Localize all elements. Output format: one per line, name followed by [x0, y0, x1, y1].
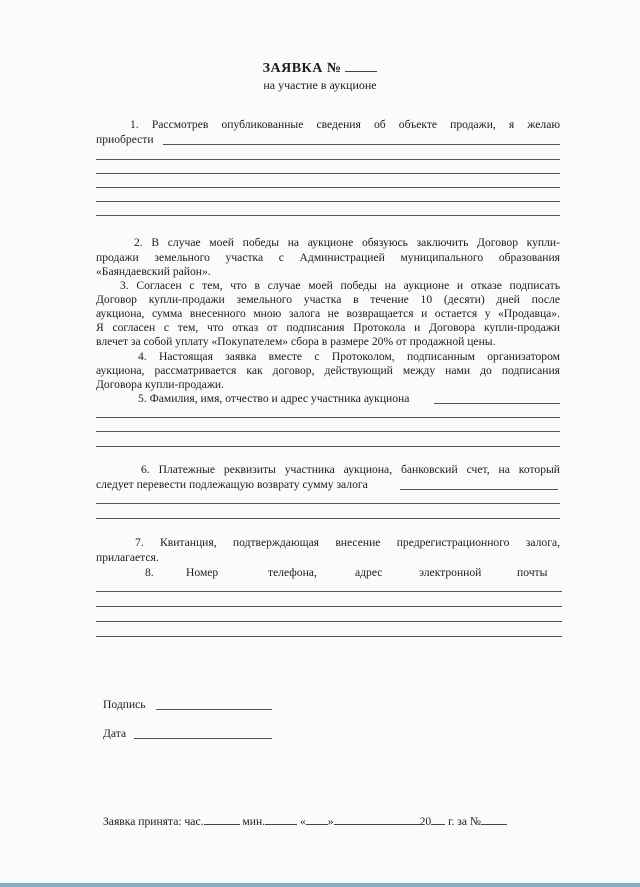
- date-field[interactable]: [134, 738, 272, 739]
- section-8-word: 8.: [145, 566, 154, 579]
- section-8-fill-line[interactable]: [96, 606, 562, 607]
- accepted-minute-field[interactable]: [265, 813, 297, 825]
- section-8-word: почты: [517, 566, 548, 579]
- section-8-fill-line[interactable]: [96, 591, 562, 592]
- section-1-fill-line[interactable]: [96, 215, 560, 216]
- section-1-fill-line[interactable]: [163, 144, 560, 145]
- accepted-year-field[interactable]: [431, 813, 445, 825]
- date-label: Дата: [103, 727, 127, 740]
- section-7-line-2: прилагается.: [96, 551, 159, 564]
- accepted-month-field[interactable]: [334, 813, 420, 825]
- section-4-line-2: аукциона, рассматривается как договор, действующий между нами до подписания: [96, 364, 560, 377]
- section-3-line-5: влечет за собой уплату «Покупателем» сбора в размере 20% от продажной цены.: [96, 335, 496, 348]
- quote-open: «: [299, 815, 306, 828]
- section-1-fill-line[interactable]: [96, 173, 560, 174]
- section-5-line-1: 5. Фамилия, имя, отчество и адрес участника аукциона: [138, 392, 410, 405]
- section-6-fill-line[interactable]: [400, 489, 558, 490]
- section-2-line-2: продажи земельного участка с Администрацией муниципального образования: [96, 251, 560, 264]
- section-5-fill-line[interactable]: [96, 417, 560, 418]
- registration-number-label: г. за №: [448, 815, 481, 828]
- accepted-day-field[interactable]: [306, 813, 328, 825]
- section-4-line-1: 4. Настоящая заявка вместе с Протоколом, подписанным организатором: [138, 350, 560, 363]
- section-5-fill-line[interactable]: [96, 431, 560, 432]
- section-6-line-1: 6. Платежные реквизиты участника аукциона, банковский счет, на который: [141, 463, 560, 476]
- section-5-fill-line[interactable]: [96, 446, 560, 447]
- section-4-line-3: Договора купли-продажи.: [96, 378, 224, 391]
- section-3-line-2: Договор купли-продажи земельного участка в течение 10 (десяти) дней после: [96, 293, 560, 306]
- section-1-fill-line[interactable]: [96, 159, 560, 160]
- form-title-text: ЗАЯВКА №: [262, 61, 342, 76]
- section-8-fill-line[interactable]: [96, 621, 562, 622]
- form-title: [0, 60, 640, 77]
- registration-number-field[interactable]: [481, 813, 507, 825]
- signature-field[interactable]: [156, 709, 272, 710]
- section-6-fill-line[interactable]: [96, 503, 560, 504]
- section-3-line-3: аукциона, сумма внесенного мною залога не возвращается и остается у «Продавца».: [96, 307, 560, 320]
- section-8-fill-line[interactable]: [96, 636, 562, 637]
- section-1-line-1: 1. Рассмотрев опубликованные сведения об объекте продажи, я желаю: [130, 118, 560, 131]
- application-number-field[interactable]: [345, 60, 377, 72]
- signature-label: Подпись: [103, 698, 146, 711]
- section-8-word: адрес: [355, 566, 383, 579]
- section-7-line-1: 7. Квитанция, подтверждающая внесение предрегистрационного залога,: [135, 536, 560, 549]
- section-6-fill-line[interactable]: [96, 518, 560, 519]
- form-subtitle: на участие в аукционе: [263, 78, 377, 92]
- section-2-line-1: 2. В случае моей победы на аукционе обязуюсь заключить Договор купли-: [134, 236, 560, 249]
- quote-close: »: [327, 815, 334, 828]
- section-8-word: Номер: [186, 566, 219, 579]
- section-2-line-3: «Баяндаевский район».: [96, 265, 211, 278]
- accepted-minute-label: мин.: [242, 815, 266, 828]
- section-3-line-1: 3. Согласен с тем, что в случае моей победы на аукционе и отказе подписать: [120, 279, 560, 292]
- accepted-hour-field[interactable]: [204, 813, 240, 825]
- section-1-fill-line[interactable]: [96, 187, 560, 188]
- section-1-line-2: приобрести: [96, 133, 154, 146]
- section-6-line-2: следует перевести подлежащую возврату сумму залога: [96, 478, 368, 491]
- footer-accepted-line: [103, 813, 507, 829]
- year-prefix: 20: [419, 815, 432, 828]
- scan-edge-strip: [0, 883, 640, 887]
- section-5-fill-line[interactable]: [434, 403, 560, 404]
- section-1-fill-line[interactable]: [96, 201, 560, 202]
- section-8-word: электронной: [419, 566, 482, 579]
- section-8-word: телефона,: [268, 566, 317, 579]
- accepted-hour-label: Заявка принята: час.: [103, 815, 204, 828]
- section-3-line-4: Я согласен с тем, что отказ от подписания Протокола и Договора купли-продажи: [96, 321, 560, 334]
